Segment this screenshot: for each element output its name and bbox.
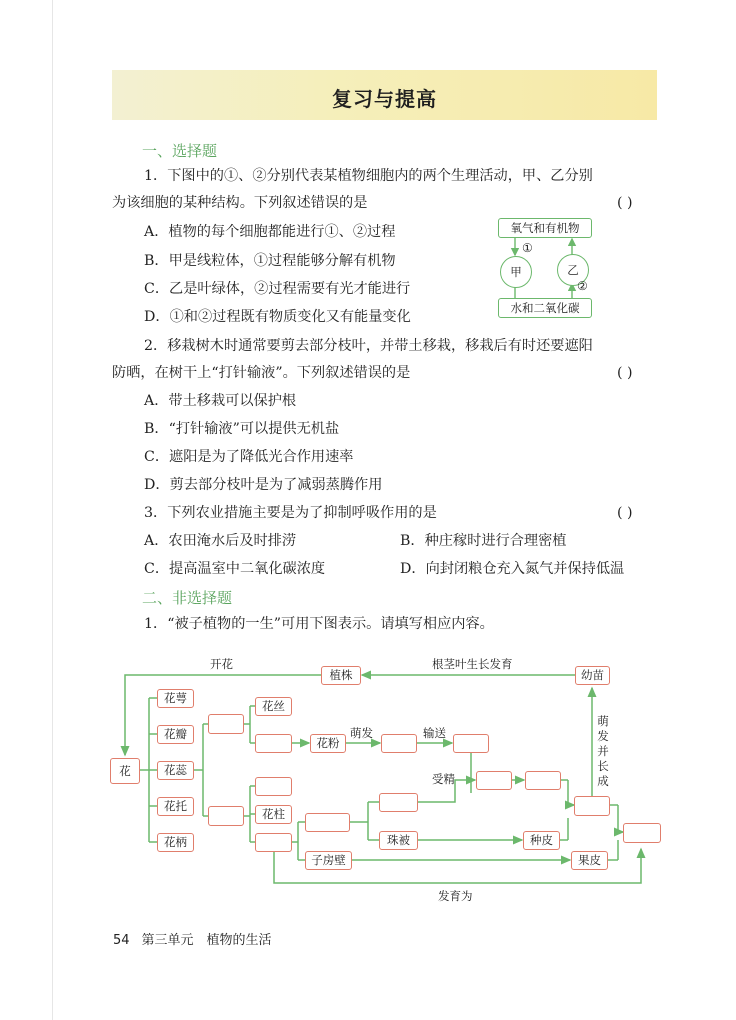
blank-fruit[interactable] (623, 823, 661, 843)
box-stamen-pistil: 花蕊 (157, 761, 194, 780)
diagram-box-water-co2: 水和二氧化碳 (498, 298, 592, 318)
diagram-label-2: ② (577, 279, 588, 293)
box-filament: 花丝 (255, 697, 292, 716)
q3-option-a: A．农田淹水后及时排涝 (144, 533, 297, 549)
box-pedicel: 花柄 (157, 833, 194, 852)
box-pericarp: 果皮 (571, 851, 608, 870)
q2-stem-line1: 2．移栽树木时通常要剪去部分枝叶，并带土移栽，移栽后有时还要遮阳 (144, 338, 593, 354)
page-number: 54 (113, 933, 130, 948)
box-receptacle: 花托 (157, 797, 194, 816)
blank-zygote[interactable] (476, 771, 512, 790)
box-sepal: 花萼 (157, 689, 194, 708)
diagram-box-oxygen-organic: 氧气和有机物 (498, 218, 592, 238)
q1-option-d: D．①和②过程既有物质变化又有能量变化 (144, 309, 411, 325)
label-transport: 输送 (423, 726, 446, 740)
unit-title: 第三单元 植物的生活 (141, 933, 272, 948)
q4-stem: 1．“被子植物的一生”可用下图表示。请填写相应内容。 (144, 616, 494, 632)
q2-answer-paren: ( ) (617, 365, 633, 381)
section-heading-nonchoice: 二、非选择题 (142, 589, 233, 607)
q1-option-c: C．乙是叶绿体，②过程需要有光才能进行 (144, 281, 411, 297)
box-seed-coat: 种皮 (523, 831, 560, 850)
q1-stem-line2: 为该细胞的某种结构。下列叙述错误的是 (112, 195, 368, 211)
blank-seed[interactable] (574, 796, 610, 816)
blank-ovule[interactable] (305, 813, 350, 832)
q3-stem: 3．下列农业措施主要是为了抑制呼吸作用的是 (144, 505, 437, 521)
q2-option-d: D．剪去部分枝叶是为了减弱蒸腾作用 (144, 477, 383, 493)
q1-option-b: B．甲是线粒体，①过程能够分解有机物 (144, 253, 396, 269)
q3-option-c: C．提高温室中二氧化碳浓度 (144, 561, 326, 577)
label-fertilization: 受精 (432, 772, 455, 786)
box-flower: 花 (110, 758, 140, 784)
blank-embryo[interactable] (525, 771, 561, 790)
q3-answer-paren: ( ) (617, 505, 633, 521)
label-growth: 根茎叶生长发育 (432, 657, 513, 671)
q2-option-b: B．“打针输液”可以提供无机盐 (144, 421, 340, 437)
box-ovary-wall: 子房壁 (305, 851, 352, 870)
page-footer (113, 929, 272, 948)
box-petal: 花瓣 (157, 725, 194, 744)
label-sprout-grow: 萌发并长成 (597, 714, 609, 788)
q3-option-b: B．种庄稼时进行合理密植 (400, 533, 567, 549)
label-germinate: 萌发 (350, 726, 373, 740)
box-integument: 珠被 (379, 831, 418, 850)
blank-ovary[interactable] (255, 833, 292, 852)
box-pollen: 花粉 (310, 734, 346, 753)
q2-option-a: A．带土移栽可以保护根 (144, 393, 297, 409)
blank-pistil[interactable] (208, 806, 244, 826)
blank-stamen[interactable] (208, 714, 244, 734)
blank-sperm[interactable] (453, 734, 489, 753)
diagram-circle-jia: 甲 (500, 256, 532, 288)
diagram-circle-yi: 乙 (557, 254, 589, 286)
page-title: 复习与提高 (332, 87, 437, 111)
q1-answer-paren: ( ) (617, 195, 633, 211)
q2-option-c: C．遮阳是为了降低光合作用速率 (144, 449, 354, 465)
q3-option-d: D．向封闭粮仓充入氮气并保持低温 (400, 561, 625, 577)
box-seedling: 幼苗 (575, 666, 610, 685)
q1-stem-line1: 1．下图中的①、②分别代表某植物细胞内的两个生理活动，甲、乙分别 (144, 168, 593, 184)
q1-option-a: A．植物的每个细胞都能进行①、②过程 (144, 224, 396, 240)
blank-pollen-tube[interactable] (381, 734, 417, 753)
diagram-label-1: ① (522, 241, 533, 255)
label-bloom: 开花 (210, 657, 233, 671)
section-heading-choice: 一、选择题 (142, 142, 218, 160)
blank-egg-cell[interactable] (379, 793, 418, 812)
box-plant: 植株 (321, 666, 361, 685)
blank-stigma[interactable] (255, 777, 292, 796)
box-style: 花柱 (255, 805, 292, 824)
blank-anther[interactable] (255, 734, 292, 753)
label-develop-into: 发育为 (438, 889, 473, 903)
q2-stem-line2: 防晒，在树干上“打针输液”。下列叙述错误的是 (112, 365, 411, 381)
